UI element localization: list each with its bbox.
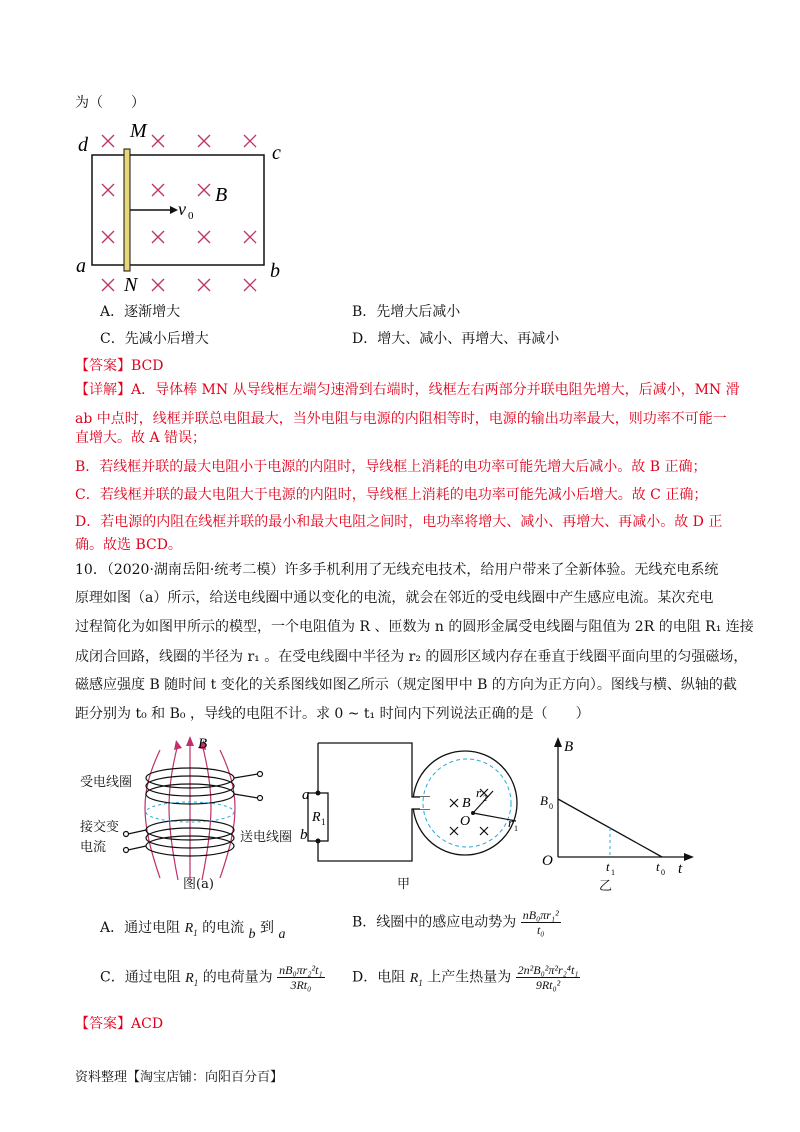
fig-a-receive-label: 受电线圈 xyxy=(80,775,133,790)
fig-a-ac-label2: 电流 xyxy=(80,840,107,855)
label-c: c xyxy=(272,142,281,164)
fig-jia-r1-radius-sub: 1 xyxy=(514,824,518,833)
q10-option-c-num: nB₀πr₂²t₁ xyxy=(279,963,323,977)
q10-option-b-num: nB₀πr₁² xyxy=(522,908,559,922)
figure-jia-circuit xyxy=(290,735,530,870)
q9-explain-line1: 【详解】A．导体棒 MN 从导线框左端匀速滑到右端时，线框左右两部分并联电阻先增大，后减小，MN 滑 xyxy=(75,382,740,398)
label-m: M xyxy=(130,120,147,142)
q9-answer: 【答案】BCD xyxy=(75,358,164,374)
q10-option-d-num: 2n²B₀²π²r₂⁴t₁ xyxy=(517,963,579,977)
label-a: a xyxy=(76,255,86,277)
q10-option-b-den: t₀ xyxy=(536,923,545,937)
q10-option-a-b: b xyxy=(248,927,256,942)
q10-option-c[interactable] xyxy=(100,963,325,992)
q9-option-b[interactable]: B．先增大后减小 xyxy=(352,304,461,320)
fig-jia-caption: 甲 xyxy=(397,877,411,892)
q9-option-d[interactable]: D．增大、减小、再增大、再减小 xyxy=(352,331,560,347)
figure-a-coils xyxy=(70,730,270,895)
label-b-field: B xyxy=(215,184,228,206)
fig-yi-b0-sub: 0 xyxy=(549,802,553,811)
fig-yi-origin: O xyxy=(542,853,553,869)
fig-yi-t0: t xyxy=(656,859,660,874)
q10-option-d-fraction xyxy=(516,963,581,992)
fig-yi-b0: B xyxy=(540,793,548,808)
q10-line2: 原理如图（a）所示，给送电线圈中通以变化的电流，就会在邻近的受电线圈中产生感应电流。某次充电 xyxy=(75,590,714,606)
fig-jia-r1-radius: r xyxy=(508,815,514,830)
fig-jia-b: b xyxy=(300,827,308,843)
fig-yi-t1-sub: 1 xyxy=(611,868,615,877)
q10-line3: 过程简化为如图甲所示的模型，一个电阻值为 R 、匝数为 n 的圆形金属受电线圈与阻值为 2R 的电阻 R₁ 连接 xyxy=(75,619,754,635)
q10-answer: 【答案】ACD xyxy=(75,1016,164,1032)
q10-option-a-a: a xyxy=(278,927,286,942)
q10-option-a-text3: 到 xyxy=(260,920,274,936)
fig-yi-caption: 乙 xyxy=(599,879,613,894)
q10-option-d-text2: 上产生热量为 xyxy=(427,969,512,986)
q10-line5: 磁感应强度 B 随时间 t 变化的关系图线如图乙所示（规定图甲中 B 的方向为正方向）。图线与横、纵轴的截 xyxy=(75,677,737,693)
fig-yi-t1: t xyxy=(606,859,610,874)
label-b: b xyxy=(270,260,280,282)
fig-jia-r1: R xyxy=(312,810,321,825)
fig-yi-t0-sub: 0 xyxy=(661,868,665,877)
fig-a-caption: 图(a) xyxy=(183,877,214,892)
fig-a-b-label: B xyxy=(198,736,208,752)
figure-frame-field xyxy=(70,115,290,300)
page-footer: 资料整理【淘宝店铺：向阳百分百】 xyxy=(75,1070,284,1085)
fig-jia-field-b: B xyxy=(462,796,471,811)
rod-mn xyxy=(124,149,130,271)
q9-explain-line5: C．若线框并联的最大电阻大于电源的内阻时，导线框上消耗的电功率可能先减小后增大。故 C 正确； xyxy=(75,487,708,503)
q10-option-d-den: 9Rt₀² xyxy=(535,978,561,992)
q10-line1: 10．（2020·湖南岳阳·统考二模）许多手机利用了无线充电技术，给用户带来了全新体验。无线充电系统 xyxy=(75,562,719,578)
q10-option-b[interactable] xyxy=(352,908,561,937)
q9-option-c[interactable]: C．先减小后增大 xyxy=(100,331,209,347)
label-n: N xyxy=(124,274,138,296)
q9-explain-line3: 直增大。故 A 错误； xyxy=(75,430,207,446)
fig-jia-a: a xyxy=(302,787,310,803)
q10-option-a-r1: $R_1$ xyxy=(184,921,198,938)
label-d: d xyxy=(78,134,88,156)
q9-explain-line2: ab 中点时，线框并联总电阻最大，当外电阻与电源的内阻相等时，电源的输出功率最大，则功率不可能一 xyxy=(75,411,727,427)
q10-option-a-text1: A．通过电阻 xyxy=(100,920,181,936)
question-stem-tail: 为（ ） xyxy=(75,95,145,111)
label-v-sub: 0 xyxy=(188,210,194,222)
q10-line6: 距分别为 t₀ 和 B₀ ，导线的电阻不计。求 0 ~ t₁ 时间内下列说法正确的是（ ） xyxy=(75,706,590,722)
q10-option-d[interactable] xyxy=(352,963,580,992)
fig-jia-r2-sub: 2 xyxy=(483,794,487,803)
q10-option-a-text2: 的电流 xyxy=(202,920,245,936)
q10-line4: 成闭合回路，线圈的半径为 r₁ 。在受电线圈中半径为 r₂ 的圆形区域内存在垂直于线圈平面向里的匀强磁场， xyxy=(75,649,748,665)
fig-yi-axis-b: B xyxy=(564,739,574,755)
q10-option-c-text2: 的电荷量为 xyxy=(202,969,273,986)
fig-a-ac-label: 接交变 xyxy=(80,820,120,835)
figure-yi-graph xyxy=(530,735,700,880)
q9-explain-line4: B．若线框并联的最大电阻小于电源的内阻时，导线框上消耗的电功率可能先增大后减小。故 B 正确； xyxy=(75,459,707,475)
q10-option-c-fraction xyxy=(277,963,324,992)
fig-jia-o: O xyxy=(460,814,471,829)
q10-option-a[interactable] xyxy=(100,918,285,943)
fig-jia-r1-sub: 1 xyxy=(321,817,326,827)
fig-jia-r2: r xyxy=(476,785,482,800)
fig-a-send-label: 送电线圈 xyxy=(240,830,293,845)
fig-yi-axis-t: t xyxy=(678,861,683,877)
q9-explain-line6: D．若电源的内阻在线框并联的最小和最大电阻之间时，电功率将增大、减小、再增大、再减小。故 D 正 xyxy=(75,514,723,530)
q10-option-b-text: B．线圈中的感应电动势为 xyxy=(352,914,517,931)
q10-option-b-fraction xyxy=(521,908,561,937)
label-v: v xyxy=(178,199,186,219)
q10-option-c-text1: C．通过电阻 xyxy=(100,969,181,986)
q9-option-a[interactable]: A．逐渐增大 xyxy=(100,304,181,320)
q10-option-d-text1: D．电阻 xyxy=(352,969,406,986)
q10-option-c-r1: $R_1$ xyxy=(185,970,199,988)
q9-explain-line7: 确。故选 BCD。 xyxy=(75,537,182,553)
q10-option-d-r1: $R_1$ xyxy=(409,970,423,988)
q10-option-c-den: 3Rt₀ xyxy=(290,978,312,992)
